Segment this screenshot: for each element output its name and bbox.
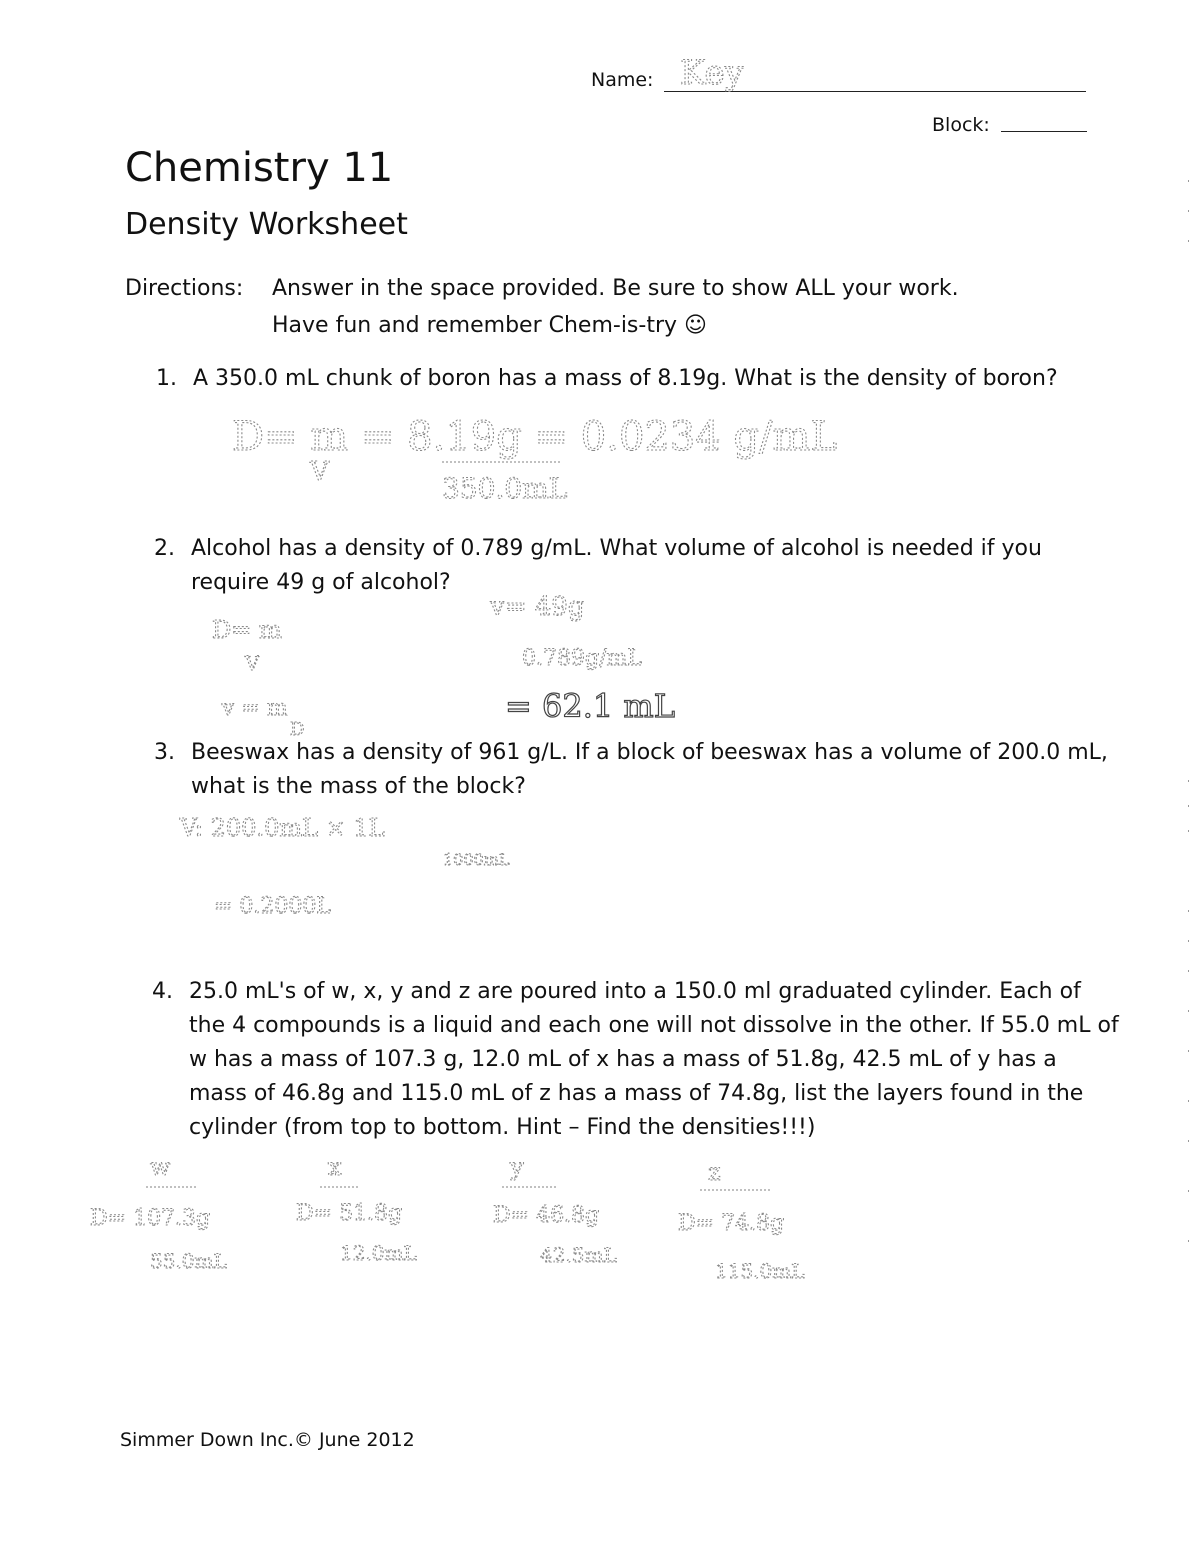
scan-margin-speckles [1186,180,1192,1380]
handwritten-q2-volume: V [245,651,260,675]
name-field[interactable] [664,91,1086,92]
directions [125,270,959,344]
question-text: A 350.0 mL chunk of boron has a mass of 8.19g. What is the density of boron? [193,366,1058,391]
handwritten-name: Key [680,53,744,93]
question-number: 2. [154,536,175,561]
handwritten-q4-w-density: D= 107.3g [90,1206,211,1231]
handwritten-q4-z-label: z [708,1158,721,1186]
handwritten-q2-density: D [290,719,305,740]
handwritten-q4-y-volume: 42.5mL [540,1243,617,1267]
directions-line-2: Have fun and remember Chem-is-try ☺ [272,313,707,338]
page-subtitle: Density Worksheet [125,207,408,242]
question-text: 25.0 mL's of w, x, y and z are poured into a 150.0 ml graduated cylinder. Each of the 4 compounds is a liquid and each one will not dissolve in the other. If 55.0 mL of w has a mass of 107.3 g, 12.0 mL of x has a mass of 51.8g, 42.5 mL of y has a mass of 46.8g and 115.0 mL of z has a mass of 74.8g, list the layers found in the cylinder (from top to bottom. Hint – Find the densities!!!) [189,979,1119,1140]
handwritten-q2-rearranged: v = m [222,696,288,721]
handwritten-q1-equation: D= m = 8.19g = 0.0234 g/mL [232,414,838,460]
handwritten-q4-w-label: w [150,1153,171,1181]
question-1 [156,362,1123,396]
directions-line-1: Answer in the space provided. Be sure to show ALL your work. [272,276,959,301]
handwritten-q4-x-volume: 12.0mL [340,1241,417,1265]
handwritten-q4-z-density: D= 74.8g [678,1211,785,1236]
handwritten-q4-y-label: y [510,1153,524,1181]
block-label: Block: [932,114,990,136]
handwritten-q1-denominator: 350.0mL [442,472,568,505]
handwritten-q1-volume: V [310,457,329,487]
handwritten-q2-answer: = 62.1 mL [505,687,675,725]
handwritten-q2-formula: D= m [212,616,282,644]
handwritten-q2-denominator: 0.789g/mL [522,646,642,671]
handwritten-q4-x-label: x [328,1153,342,1181]
question-text: Beeswax has a density of 961 g/L. If a block of beeswax has a volume of 200.0 mL, what is the mass of the block? [191,740,1108,799]
question-2 [154,532,1121,600]
question-text: Alcohol has a density of 0.789 g/mL. What volume of alcohol is needed if you require 49 g of alcohol? [191,536,1042,595]
handwritten-q4-x-density: D= 51.8g [296,1201,403,1226]
page-title: Chemistry 11 [125,145,394,191]
block-field[interactable] [1001,131,1087,132]
handwritten-q4-w-volume: 55.0mL [150,1249,227,1273]
handwritten-q3-result: = 0.2000L [214,894,332,919]
directions-label: Directions: [125,276,244,301]
question-number: 1. [156,366,177,391]
question-number: 3. [154,740,175,765]
handwritten-q4-z-volume: 115.0mL [715,1259,805,1283]
handwritten-q3-denominator: 1000mL [443,850,510,869]
question-number: 4. [152,979,173,1004]
handwritten-q4-y-density: D= 46.8g [493,1203,600,1228]
footer-copyright: Simmer Down Inc.© June 2012 [120,1429,415,1451]
handwritten-q2-substitution: v= 49g [490,592,585,622]
name-label: Name: [591,69,654,91]
handwritten-q3-conversion: V: 200.0mL × 1L [180,814,385,842]
question-4 [152,975,1119,1145]
question-3 [154,736,1121,804]
